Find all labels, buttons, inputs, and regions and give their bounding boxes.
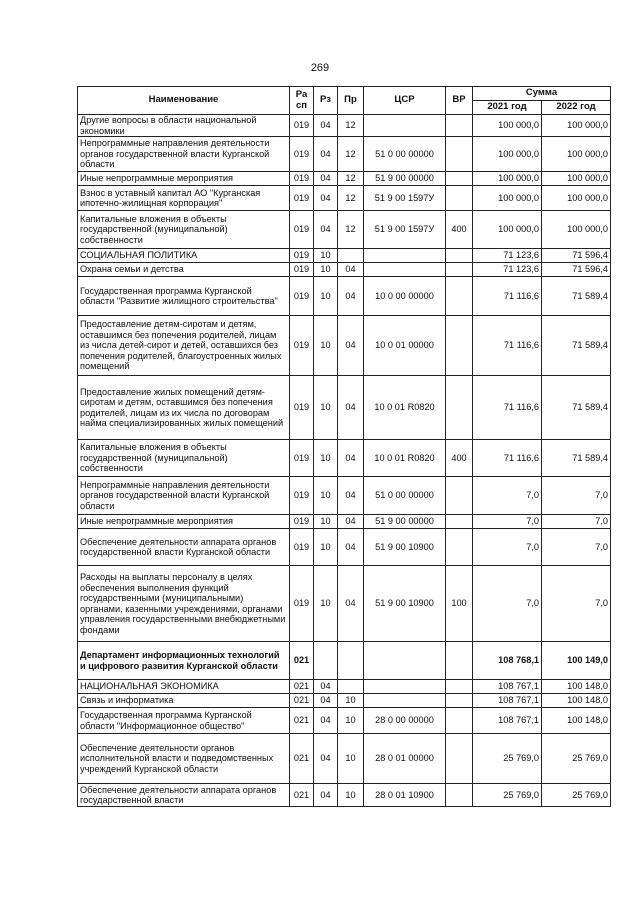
cell-name: Иные непрограммные мероприятия <box>78 172 290 186</box>
cell-2021: 25 769,0 <box>473 734 542 784</box>
cell-vr <box>446 529 473 566</box>
cell-pr <box>338 680 364 694</box>
table-row <box>78 277 611 316</box>
cell-csr: 51 0 00 00000 <box>364 137 446 172</box>
header-vr: ВР <box>446 87 473 115</box>
cell-2021: 108 767,1 <box>473 708 542 734</box>
cell-pr: 12 <box>338 186 364 211</box>
header-sum: Сумма <box>473 87 611 101</box>
cell-name: Другие вопросы в области национальной экономики <box>78 115 290 137</box>
cell-ra: 019 <box>290 186 314 211</box>
cell-2022: 25 769,0 <box>542 734 611 784</box>
cell-pr <box>338 249 364 263</box>
table-row <box>78 642 611 680</box>
table-row <box>78 249 611 263</box>
cell-rz: 04 <box>314 211 338 249</box>
header-2021: 2021 год <box>473 101 542 115</box>
cell-rz: 10 <box>314 566 338 642</box>
cell-2021: 25 769,0 <box>473 784 542 807</box>
cell-csr: 10 0 00 00000 <box>364 277 446 316</box>
cell-2022: 25 769,0 <box>542 784 611 807</box>
cell-csr: 28 0 01 10900 <box>364 784 446 807</box>
table-row <box>78 376 611 440</box>
table-row <box>78 680 611 694</box>
cell-ra: 021 <box>290 642 314 680</box>
cell-2021: 108 767,1 <box>473 694 542 708</box>
cell-csr: 10 0 01 00000 <box>364 316 446 376</box>
cell-pr: 04 <box>338 529 364 566</box>
cell-2022: 100 000,0 <box>542 211 611 249</box>
cell-name: Обеспечение деятельности аппарата органов государственной власти Курганской области <box>78 529 290 566</box>
cell-2022: 71 589,4 <box>542 376 611 440</box>
table-row <box>78 115 611 137</box>
cell-ra: 019 <box>290 137 314 172</box>
cell-2021: 7,0 <box>473 566 542 642</box>
cell-2022: 100 148,0 <box>542 694 611 708</box>
header-ra: Ра сп <box>290 87 314 115</box>
cell-ra: 019 <box>290 529 314 566</box>
cell-csr: 51 9 00 1597У <box>364 211 446 249</box>
header-pr: Пр <box>338 87 364 115</box>
table-row <box>78 137 611 172</box>
cell-rz: 04 <box>314 186 338 211</box>
header-rz: Рз <box>314 87 338 115</box>
cell-name: Расходы на выплаты персоналу в целях обеспечения выполнения функций государственными (муниципальными) органами, казенными учреждениями, органами управления государственными внебюджетными фондами <box>78 566 290 642</box>
cell-rz: 10 <box>314 249 338 263</box>
cell-name: Взнос в уставный капитал АО "Курганская ипотечно-жилищная корпорация" <box>78 186 290 211</box>
table-row <box>78 708 611 734</box>
cell-rz: 04 <box>314 115 338 137</box>
cell-2021: 71 116,6 <box>473 376 542 440</box>
cell-vr <box>446 172 473 186</box>
page-number: 269 <box>310 62 330 74</box>
cell-name: Государственная программа Курганской области "Информационное общество" <box>78 708 290 734</box>
cell-2022: 7,0 <box>542 529 611 566</box>
cell-rz: 04 <box>314 694 338 708</box>
cell-ra: 019 <box>290 277 314 316</box>
cell-name: Охрана семьи и детства <box>78 263 290 277</box>
cell-rz: 04 <box>314 172 338 186</box>
cell-csr: 51 9 00 10900 <box>364 529 446 566</box>
cell-pr: 12 <box>338 137 364 172</box>
table-row <box>78 211 611 249</box>
cell-ra: 021 <box>290 680 314 694</box>
cell-csr <box>364 249 446 263</box>
cell-pr: 04 <box>338 477 364 515</box>
cell-csr: 51 9 00 10900 <box>364 566 446 642</box>
cell-rz: 10 <box>314 477 338 515</box>
cell-ra: 019 <box>290 211 314 249</box>
cell-csr: 28 0 00 00000 <box>364 708 446 734</box>
cell-name: Предоставление жилых помещений детям-сиротам и детям, оставшимся без попечения родителей, лицам из их числа по договорам найма специализированных жилых помещений <box>78 376 290 440</box>
cell-name: Непрограммные направления деятельности органов государственной власти Курганской области <box>78 477 290 515</box>
table-row <box>78 515 611 529</box>
cell-csr: 51 9 00 00000 <box>364 515 446 529</box>
table-row <box>78 316 611 376</box>
cell-vr <box>446 115 473 137</box>
cell-name: Предоставление детям-сиротам и детям, оставшимся без попечения родителей, лицам из числа детей-сирот и детей, оставшихся без попечения родителей, благоустроенных жилых помещений <box>78 316 290 376</box>
cell-vr: 100 <box>446 566 473 642</box>
cell-2021: 100 000,0 <box>473 172 542 186</box>
cell-vr <box>446 477 473 515</box>
cell-2022: 100 148,0 <box>542 708 611 734</box>
cell-2022: 71 596,4 <box>542 263 611 277</box>
cell-csr <box>364 694 446 708</box>
cell-name: Департамент информационных технологий и цифрового развития Курганской области <box>78 642 290 680</box>
cell-2022: 71 596,4 <box>542 249 611 263</box>
cell-pr: 04 <box>338 376 364 440</box>
cell-2022: 71 589,4 <box>542 440 611 477</box>
cell-vr <box>446 784 473 807</box>
cell-ra: 021 <box>290 734 314 784</box>
cell-rz: 04 <box>314 784 338 807</box>
cell-ra: 019 <box>290 566 314 642</box>
cell-csr: 51 9 00 1597У <box>364 186 446 211</box>
cell-csr: 28 0 01 00000 <box>364 734 446 784</box>
cell-2021: 100 000,0 <box>473 137 542 172</box>
table-row <box>78 477 611 515</box>
table-row <box>78 694 611 708</box>
cell-rz: 10 <box>314 515 338 529</box>
cell-rz: 04 <box>314 137 338 172</box>
cell-pr: 12 <box>338 172 364 186</box>
table-row <box>78 172 611 186</box>
cell-2022: 71 589,4 <box>542 277 611 316</box>
budget-table <box>77 86 611 807</box>
cell-2021: 71 123,6 <box>473 263 542 277</box>
cell-vr <box>446 694 473 708</box>
cell-name: Капитальные вложения в объекты государственной (муниципальной) собственности <box>78 440 290 477</box>
cell-2021: 71 116,6 <box>473 316 542 376</box>
cell-pr: 04 <box>338 515 364 529</box>
cell-vr <box>446 708 473 734</box>
cell-rz: 04 <box>314 734 338 784</box>
table-row <box>78 186 611 211</box>
cell-vr <box>446 186 473 211</box>
cell-2022: 7,0 <box>542 515 611 529</box>
cell-name: Связь и информатика <box>78 694 290 708</box>
cell-2021: 100 000,0 <box>473 115 542 137</box>
cell-pr: 12 <box>338 211 364 249</box>
cell-csr <box>364 642 446 680</box>
cell-vr <box>446 642 473 680</box>
cell-rz: 10 <box>314 440 338 477</box>
cell-ra: 019 <box>290 477 314 515</box>
table-row <box>78 734 611 784</box>
cell-2021: 71 116,6 <box>473 440 542 477</box>
cell-2022: 100 148,0 <box>542 680 611 694</box>
cell-rz: 10 <box>314 529 338 566</box>
cell-vr: 400 <box>446 440 473 477</box>
cell-pr: 12 <box>338 115 364 137</box>
cell-pr: 04 <box>338 440 364 477</box>
cell-2021: 7,0 <box>473 529 542 566</box>
cell-pr: 10 <box>338 694 364 708</box>
cell-ra: 021 <box>290 694 314 708</box>
header-2022: 2022 год <box>542 101 611 115</box>
cell-vr <box>446 734 473 784</box>
cell-2021: 71 116,6 <box>473 277 542 316</box>
cell-2021: 108 767,1 <box>473 680 542 694</box>
cell-vr <box>446 277 473 316</box>
cell-name: Государственная программа Курганской области "Развитие жилищного строительства" <box>78 277 290 316</box>
cell-2022: 100 000,0 <box>542 115 611 137</box>
header-name: Наименование <box>78 87 290 115</box>
cell-ra: 019 <box>290 263 314 277</box>
cell-pr: 10 <box>338 784 364 807</box>
cell-2021: 108 768,1 <box>473 642 542 680</box>
cell-name: Капитальные вложения в объекты государственной (муниципальной) собственности <box>78 211 290 249</box>
cell-rz <box>314 642 338 680</box>
cell-name: Обеспечение деятельности органов исполнительной власти и подведомственных учреждений Курганской области <box>78 734 290 784</box>
cell-pr: 04 <box>338 277 364 316</box>
table-row <box>78 529 611 566</box>
cell-name: Непрограммные направления деятельности органов государственной власти Курганской области <box>78 137 290 172</box>
cell-2021: 7,0 <box>473 515 542 529</box>
table-row <box>78 440 611 477</box>
cell-pr: 10 <box>338 734 364 784</box>
cell-pr: 04 <box>338 316 364 376</box>
cell-rz: 10 <box>314 263 338 277</box>
cell-vr <box>446 249 473 263</box>
cell-name: Иные непрограммные мероприятия <box>78 515 290 529</box>
cell-name: СОЦИАЛЬНАЯ ПОЛИТИКА <box>78 249 290 263</box>
cell-vr <box>446 137 473 172</box>
cell-pr: 10 <box>338 708 364 734</box>
cell-rz: 10 <box>314 316 338 376</box>
cell-rz: 10 <box>314 376 338 440</box>
cell-ra: 019 <box>290 115 314 137</box>
table-row <box>78 784 611 807</box>
cell-2022: 100 149,0 <box>542 642 611 680</box>
header-csr: ЦСР <box>364 87 446 115</box>
cell-csr <box>364 263 446 277</box>
cell-2022: 100 000,0 <box>542 186 611 211</box>
cell-ra: 019 <box>290 172 314 186</box>
cell-rz: 04 <box>314 708 338 734</box>
table-row <box>78 566 611 642</box>
cell-pr: 04 <box>338 263 364 277</box>
cell-vr <box>446 376 473 440</box>
cell-vr <box>446 680 473 694</box>
cell-ra: 019 <box>290 440 314 477</box>
cell-ra: 019 <box>290 376 314 440</box>
cell-2022: 100 000,0 <box>542 137 611 172</box>
cell-rz: 10 <box>314 277 338 316</box>
cell-csr <box>364 680 446 694</box>
cell-ra: 021 <box>290 784 314 807</box>
cell-csr: 10 0 01 R0820 <box>364 376 446 440</box>
cell-name: НАЦИОНАЛЬНАЯ ЭКОНОМИКА <box>78 680 290 694</box>
cell-ra: 021 <box>290 708 314 734</box>
cell-2022: 7,0 <box>542 566 611 642</box>
cell-csr: 51 9 00 00000 <box>364 172 446 186</box>
cell-2021: 100 000,0 <box>473 211 542 249</box>
cell-2022: 7,0 <box>542 477 611 515</box>
cell-2021: 7,0 <box>473 477 542 515</box>
cell-vr: 400 <box>446 211 473 249</box>
cell-name: Обеспечение деятельности аппарата органов государственной власти <box>78 784 290 807</box>
cell-ra: 019 <box>290 316 314 376</box>
cell-vr <box>446 263 473 277</box>
cell-pr: 04 <box>338 566 364 642</box>
cell-ra: 019 <box>290 249 314 263</box>
cell-ra: 019 <box>290 515 314 529</box>
cell-2021: 71 123,6 <box>473 249 542 263</box>
cell-2022: 71 589,4 <box>542 316 611 376</box>
cell-rz: 04 <box>314 680 338 694</box>
cell-pr <box>338 642 364 680</box>
cell-csr: 51 0 00 00000 <box>364 477 446 515</box>
cell-csr: 10 0 01 R0820 <box>364 440 446 477</box>
cell-vr <box>446 515 473 529</box>
cell-csr <box>364 115 446 137</box>
cell-vr <box>446 316 473 376</box>
cell-2022: 100 000,0 <box>542 172 611 186</box>
cell-2021: 100 000,0 <box>473 186 542 211</box>
table-row <box>78 263 611 277</box>
